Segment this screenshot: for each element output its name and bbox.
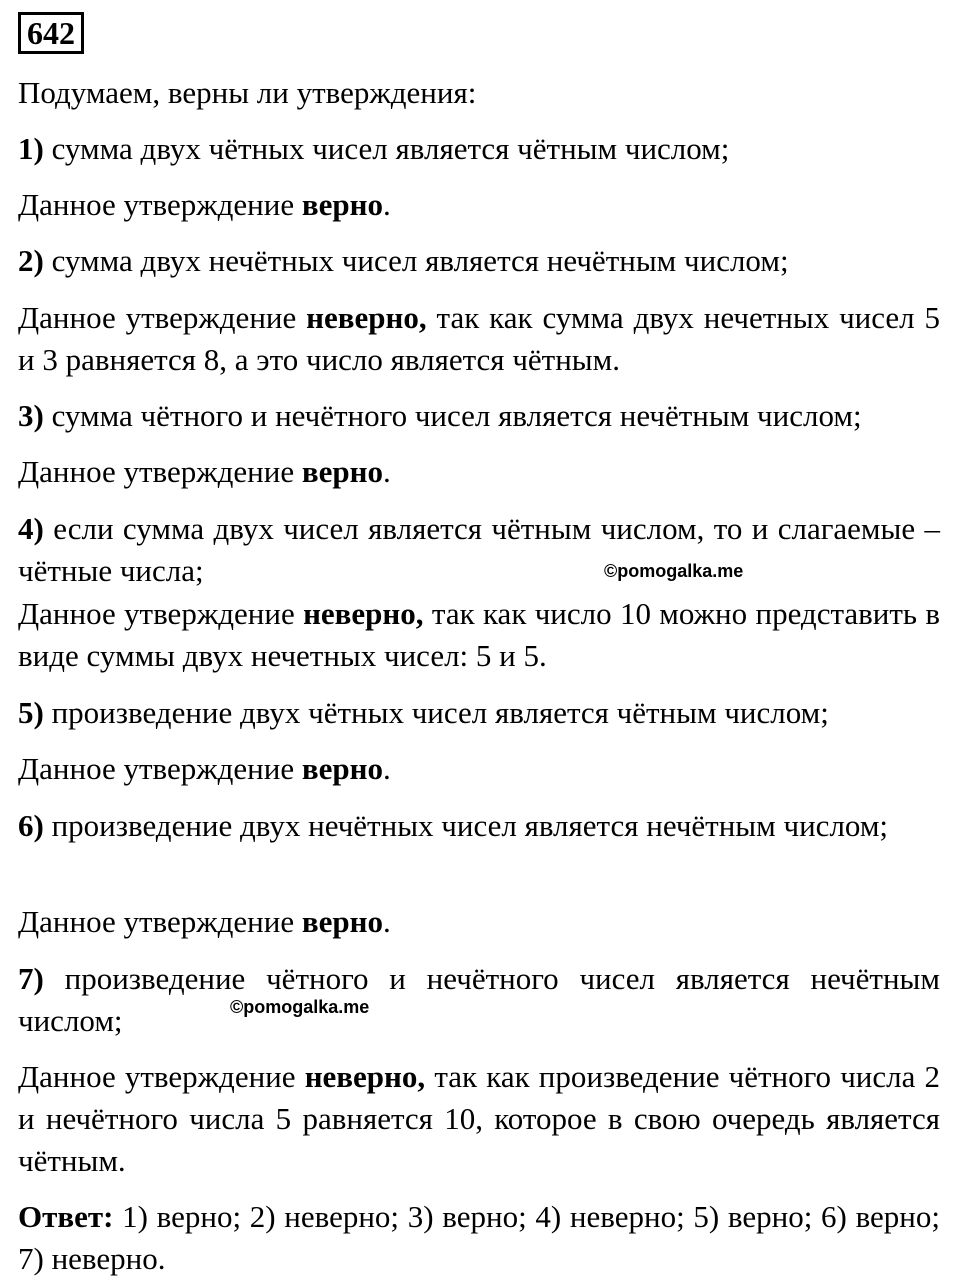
statement-number: 5) <box>18 695 44 730</box>
verdict: верно <box>301 454 383 489</box>
answer-prefix: Данное утверждение <box>18 187 295 222</box>
statement-3 <box>18 395 940 437</box>
statement-2 <box>18 240 940 282</box>
statement-number: 7) <box>18 961 44 996</box>
answer-4 <box>18 593 940 677</box>
statement-number: 4) <box>18 511 44 546</box>
statement-text: произведение двух нечётных чисел является нечётным числом; <box>51 808 889 843</box>
answer-7 <box>18 1056 940 1182</box>
answer-5 <box>18 748 940 790</box>
watermark-1: ©pomogalka.me <box>604 561 744 581</box>
verdict: верно <box>301 187 383 222</box>
statement-4 <box>18 508 940 592</box>
statement-6 <box>18 805 940 847</box>
answer-suffix: . <box>382 187 391 222</box>
statement-text: произведение двух чётных чисел является чётным числом; <box>51 695 829 730</box>
statement-number: 6) <box>18 808 44 843</box>
statement-1 <box>18 128 940 170</box>
verdict: неверно, <box>306 300 427 335</box>
answer-prefix: Данное утверждение <box>18 454 295 489</box>
answer-suffix: так как число 10 можно представить в виде суммы двух нечетных чисел: 5 и 5. <box>18 596 941 673</box>
answer-prefix: Данное утверждение <box>18 904 295 939</box>
verdict: неверно, <box>304 1059 426 1094</box>
answer-prefix: Данное утверждение <box>18 751 295 786</box>
statement-text: произведение чётного и нечётного чисел является нечётным числом; <box>18 961 940 1038</box>
final-answer <box>18 1196 940 1280</box>
answer-3 <box>18 451 940 493</box>
statement-text: сумма двух нечётных чисел является нечётным числом; <box>51 243 789 278</box>
final-answer-text: 1) верно; 2) неверно; 3) верно; 4) неверно; 5) верно; 6) верно; 7) неверно. <box>18 1199 940 1276</box>
answer-2 <box>18 297 940 381</box>
answer-6 <box>18 901 940 943</box>
answer-suffix: так как сумма двух нечетных чисел 5 и 3 равняется 8, а это число является чётным. <box>18 300 941 377</box>
verdict: неверно, <box>303 596 424 631</box>
answer-suffix: . <box>382 454 391 489</box>
statement-number: 2) <box>18 243 44 278</box>
answer-prefix: Данное утверждение <box>18 1059 296 1094</box>
statement-5 <box>18 692 940 734</box>
answer-1 <box>18 184 940 226</box>
final-answer-label: Ответ: <box>18 1199 114 1234</box>
answer-suffix: . <box>382 751 391 786</box>
statement-text: сумма чётного и нечётного чисел является нечётным числом; <box>51 398 862 433</box>
verdict: верно <box>301 751 383 786</box>
verdict: верно <box>301 904 383 939</box>
answer-prefix: Данное утверждение <box>18 300 297 335</box>
statement-text: сумма двух чётных чисел является чётным числом; <box>51 131 730 166</box>
intro-text: Подумаем, верны ли утверждения: <box>18 75 477 110</box>
task-number: 642 <box>18 12 84 54</box>
answer-suffix: . <box>382 904 391 939</box>
statement-7 <box>18 958 940 1042</box>
statement-number: 1) <box>18 131 44 166</box>
answer-suffix: так как произведение чётного числа 2 и нечётного числа 5 равняется 10, которое в свою очередь является чётным. <box>18 1059 941 1178</box>
answer-prefix: Данное утверждение <box>18 596 295 631</box>
watermark-2: ©pomogalka.me <box>230 997 370 1017</box>
statement-number: 3) <box>18 398 44 433</box>
statement-text: если сумма двух чисел является чётным числом, то и слагаемые – чётные числа; <box>18 511 941 588</box>
